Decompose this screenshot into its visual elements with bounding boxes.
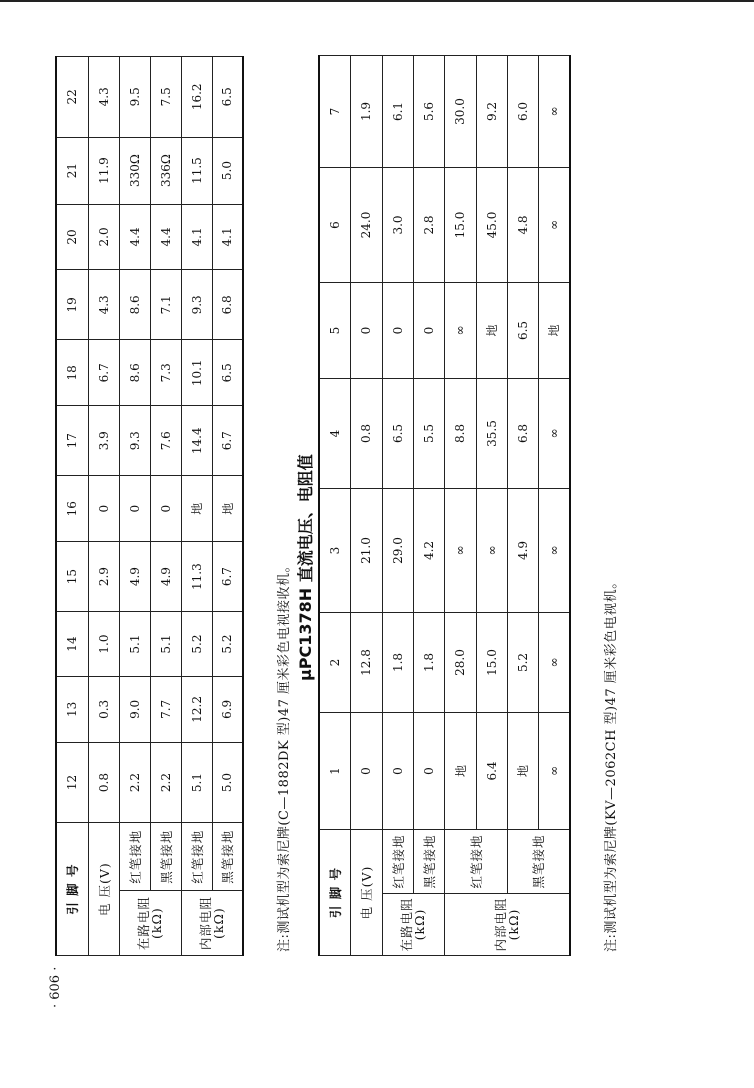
t2-cell: ∞ [444, 283, 476, 379]
t1-cell: 8.6 [119, 340, 150, 406]
t1-cell: 8.6 [119, 270, 150, 340]
table-2 [318, 55, 571, 956]
t1-cell: 2.2 [119, 742, 150, 822]
t2-cell: 45.0 [476, 168, 507, 283]
t2-pin: 2 [319, 613, 350, 713]
t1-cell: 9.3 [119, 406, 150, 476]
t1-cell: 6.7 [212, 406, 243, 476]
t2-cell: 15.0 [476, 613, 507, 713]
t2-cell: 0.8 [350, 379, 382, 489]
t1-cell: 4.9 [119, 542, 150, 612]
t1-cell: 3.9 [88, 406, 119, 476]
table-1-wrap [55, 56, 244, 956]
t2-black-label: 黑笔接地 [413, 830, 444, 894]
t2-cell: 6.5 [382, 379, 413, 489]
t1-cell: 4.4 [119, 204, 150, 270]
t1-cell: 地 [212, 476, 243, 542]
t1-cell: 5.2 [181, 612, 212, 677]
t2-cell: 30.0 [444, 56, 476, 168]
t2-cell: ∞ [538, 379, 570, 489]
t1-pin: 20 [56, 204, 88, 270]
t1-black-label: 黑笔接地 [212, 823, 243, 891]
t1-cell: 7.1 [150, 270, 181, 340]
t1-cell: 1.0 [88, 612, 119, 677]
t1-pin: 15 [56, 542, 88, 612]
t2-pin: 6 [319, 168, 350, 283]
t1-cell: 7.5 [150, 57, 181, 138]
t1-cell: 0.3 [88, 676, 119, 742]
t1-cell: 330Ω [119, 137, 150, 204]
t1-pin: 17 [56, 406, 88, 476]
t2-cell: 4.2 [413, 489, 444, 613]
t2-cell: 6.8 [507, 379, 538, 489]
t1-header-label: 引 脚 号 [56, 823, 88, 956]
t1-pin: 21 [56, 137, 88, 204]
t2-cell: 0 [413, 283, 444, 379]
t2-pin: 4 [319, 379, 350, 489]
t1-cell: 0 [119, 476, 150, 542]
t1-cell: 9.5 [119, 57, 150, 138]
t1-pin: 13 [56, 676, 88, 742]
t2-internal-group: 内部电阻 (kΩ) [444, 894, 570, 956]
t2-cell: 地 [476, 283, 507, 379]
t1-cell: 0.8 [88, 742, 119, 822]
t1-cell: 11.3 [181, 542, 212, 612]
t1-pin: 19 [56, 270, 88, 340]
table-1 [55, 56, 244, 956]
t2-red-label: 红笔接地 [444, 830, 507, 894]
t1-cell: 10.1 [181, 340, 212, 406]
t2-cell: 15.0 [444, 168, 476, 283]
t1-cell: 地 [181, 476, 212, 542]
t2-cell: 3.0 [382, 168, 413, 283]
t1-pin: 18 [56, 340, 88, 406]
t2-cell: ∞ [538, 489, 570, 613]
t1-internal-group: 内部电阻 (kΩ) [181, 891, 243, 956]
t2-cell: ∞ [538, 56, 570, 168]
t1-cell: 4.4 [150, 204, 181, 270]
t1-cell: 5.0 [212, 742, 243, 822]
t1-cell: 6.8 [212, 270, 243, 340]
t2-cell: 地 [444, 713, 476, 830]
t2-black-label: 黑笔接地 [507, 830, 570, 894]
t2-cell: 28.0 [444, 613, 476, 713]
t2-cell: ∞ [538, 168, 570, 283]
t2-cell: 0 [350, 283, 382, 379]
t1-cell: 9.3 [181, 270, 212, 340]
t2-cell: 35.5 [476, 379, 507, 489]
note-1: 注:测试机型为索尼牌(C—1882DK 型)47 厘米彩色电视接收机。 [277, 559, 292, 952]
t1-cell: 4.3 [88, 57, 119, 138]
t1-cell: 336Ω [150, 137, 181, 204]
t1-inpath-group: 在路电阻 (kΩ) [119, 891, 181, 956]
t2-cell: 地 [538, 283, 570, 379]
t2-red-label: 红笔接地 [382, 830, 413, 894]
t2-cell: 1.8 [382, 613, 413, 713]
t2-cell: ∞ [476, 489, 507, 613]
t2-cell: 12.8 [350, 613, 382, 713]
t1-cell: 5.0 [212, 137, 243, 204]
t2-cell: ∞ [538, 613, 570, 713]
t2-pin: 3 [319, 489, 350, 613]
t1-cell: 4.1 [181, 204, 212, 270]
t2-voltage-label: 电 压(V) [350, 830, 382, 956]
t1-cell: 4.3 [88, 270, 119, 340]
t2-cell: 1.9 [350, 56, 382, 168]
t2-pin: 7 [319, 56, 350, 168]
t2-cell: 21.0 [350, 489, 382, 613]
t1-black-label: 黑笔接地 [150, 823, 181, 891]
t2-cell: 6.4 [476, 713, 507, 830]
t2-cell: 4.8 [507, 168, 538, 283]
t1-pin: 14 [56, 612, 88, 677]
table-2-wrap [318, 55, 571, 956]
t1-pin: 16 [56, 476, 88, 542]
t1-cell: 11.9 [88, 137, 119, 204]
t2-cell: 1.8 [413, 613, 444, 713]
t2-cell: 4.9 [507, 489, 538, 613]
note-2: 注:测试机型为索尼牌(KV—2062CH 型)47 厘米彩色电视机。 [604, 575, 619, 952]
t1-cell: 6.5 [212, 57, 243, 138]
t1-cell: 6.7 [212, 542, 243, 612]
t1-cell: 6.5 [212, 340, 243, 406]
t1-cell: 6.7 [88, 340, 119, 406]
t1-cell: 2.0 [88, 204, 119, 270]
t1-cell: 5.2 [212, 612, 243, 677]
t1-cell: 14.4 [181, 406, 212, 476]
t2-cell: 8.8 [444, 379, 476, 489]
t1-cell: 0 [150, 476, 181, 542]
t2-cell: 6.5 [507, 283, 538, 379]
t1-cell: 7.6 [150, 406, 181, 476]
table-2-title: μPC1378H 直流电压、电阻值 [296, 454, 315, 681]
t1-cell: 12.2 [181, 676, 212, 742]
t1-cell: 4.1 [212, 204, 243, 270]
t2-cell: 5.5 [413, 379, 444, 489]
t2-cell: 5.6 [413, 56, 444, 168]
t1-cell: 7.7 [150, 676, 181, 742]
t2-cell: 2.8 [413, 168, 444, 283]
t1-cell: 2.9 [88, 542, 119, 612]
t2-pin: 5 [319, 283, 350, 379]
t2-cell: 0 [382, 713, 413, 830]
t2-cell: 24.0 [350, 168, 382, 283]
t2-cell: 0 [413, 713, 444, 830]
t2-cell: 6.0 [507, 56, 538, 168]
t1-voltage-label: 电 压(V) [88, 823, 119, 956]
t2-cell: ∞ [538, 713, 570, 830]
t2-cell: 6.1 [382, 56, 413, 168]
page-number: · 606 · [48, 966, 63, 1008]
t1-cell: 4.9 [150, 542, 181, 612]
t2-header-label: 引 脚 号 [319, 830, 350, 956]
t1-cell: 11.5 [181, 137, 212, 204]
t2-inpath-group: 在路电阻 (kΩ) [382, 894, 444, 956]
t1-cell: 2.2 [150, 742, 181, 822]
t1-cell: 5.1 [119, 612, 150, 677]
t2-cell: 0 [350, 713, 382, 830]
t1-cell: 5.1 [150, 612, 181, 677]
t1-cell: 7.3 [150, 340, 181, 406]
t2-pin: 1 [319, 713, 350, 830]
t1-cell: 6.9 [212, 676, 243, 742]
t2-cell: 5.2 [507, 613, 538, 713]
t1-red-label: 红笔接地 [119, 823, 150, 891]
t1-cell: 5.1 [181, 742, 212, 822]
t2-cell: 9.2 [476, 56, 507, 168]
t1-cell: 9.0 [119, 676, 150, 742]
t2-cell: 0 [382, 283, 413, 379]
t1-cell: 0 [88, 476, 119, 542]
t1-pin: 22 [56, 57, 88, 138]
t2-cell: 29.0 [382, 489, 413, 613]
t2-cell: ∞ [444, 489, 476, 613]
t1-cell: 16.2 [181, 57, 212, 138]
t2-cell: 地 [507, 713, 538, 830]
t1-red-label: 红笔接地 [181, 823, 212, 891]
t1-pin: 12 [56, 742, 88, 822]
